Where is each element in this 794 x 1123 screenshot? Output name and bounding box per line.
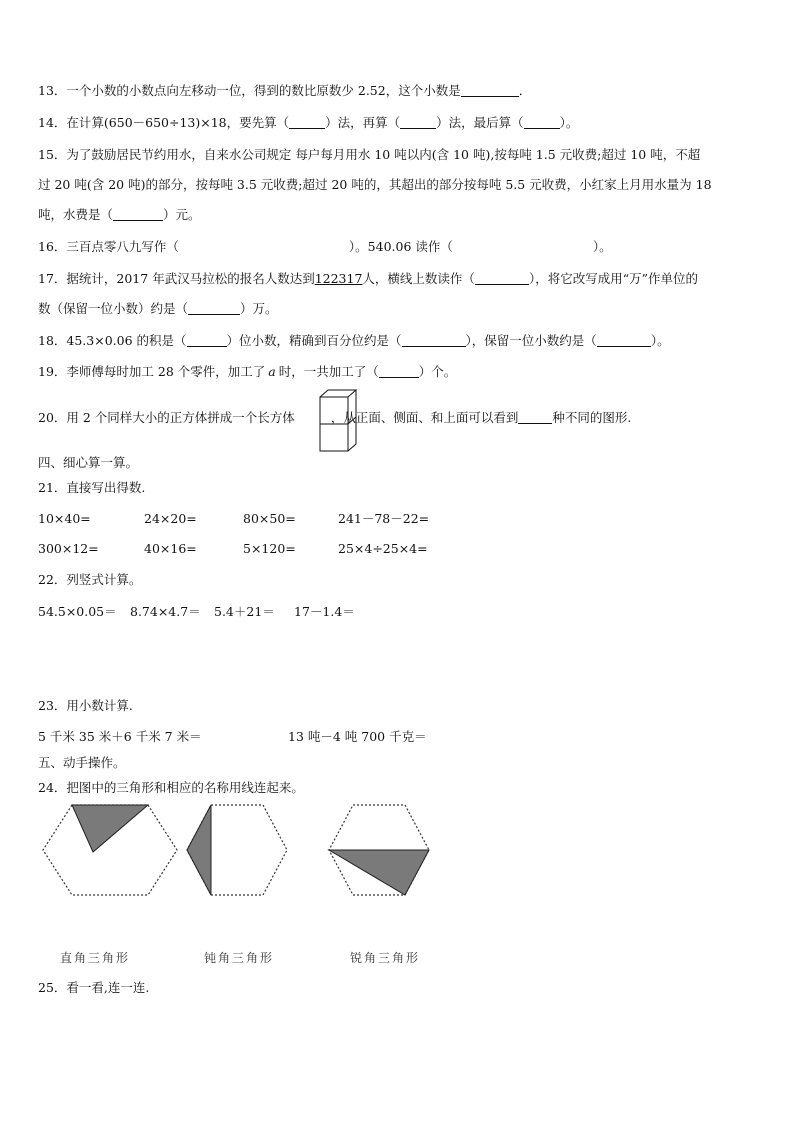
question-22: 22．列竖式计算。 [38,572,142,587]
question-17-line2: 数（保留一位小数）约是（ ）万。 [38,301,278,316]
answer-blank[interactable] [597,334,651,347]
q22-item: 17－1.4＝ [294,604,355,619]
hexagon-figure-3 [326,802,432,898]
shaded-triangle-right [329,850,429,895]
answer-blank[interactable] [113,208,163,221]
section-4-title: 四、细心算一算。 [38,455,139,470]
question-text: 一个小数的小数点向左移动一位，得到的数比原数少 2.52，这个小数是 [66,83,461,98]
question-number: 20． [38,410,67,425]
answer-blank[interactable] [188,302,240,315]
question-number: 19． [38,364,67,379]
answer-blank[interactable] [400,116,436,129]
question-21: 21．直接写出得数. [38,480,146,495]
question-number: 14． [38,115,67,130]
question-number: 18． [38,333,67,348]
q21-item: 25×4÷25×4= [338,541,428,556]
question-number: 13． [38,83,67,98]
label-right-triangle[interactable]: 直角三角形 [60,951,131,965]
q21-item: 241－78－22= [338,511,430,526]
question-16: 16．三百点零八九写作（ ）。540.06 读作（ ）。 [38,239,612,254]
q23-item: 5 千米 35 米＋6 千米 7 米＝ [38,729,202,744]
question-18: 18．45.3×0.06 的积是（ ）位小数，精确到百分位约是（ ），保留一位小数约是（ ）。 [38,333,670,348]
question-25: 25．看一看,连一连. [38,980,150,995]
answer-blank[interactable] [187,334,227,347]
q21-item: 80×50= [243,511,296,526]
answer-blank[interactable] [289,116,325,129]
variable-a: a [268,364,276,379]
label-acute-triangle[interactable]: 锐角三角形 [350,951,421,965]
question-number: 15． [38,147,67,162]
cuboid-icon [319,389,359,453]
question-number: 16． [38,239,67,254]
underlined-number: 122317 [314,271,363,286]
answer-blank[interactable] [518,411,552,424]
hexagon-figure-2 [184,802,290,898]
label-obtuse-triangle[interactable]: 钝角三角形 [204,951,275,965]
answer-blank[interactable] [379,365,419,378]
answer-blank[interactable] [461,84,519,97]
shaded-triangle-acute [72,805,148,852]
q21-item: 5×120= [243,541,296,556]
answer-blank[interactable] [402,334,466,347]
q21-item: 40×16= [144,541,197,556]
q21-item: 300×12= [38,541,99,556]
q22-item: 5.4＋21＝ [214,604,275,619]
question-number: 25． [38,980,67,995]
question-number: 17． [38,271,67,286]
question-number: 22． [38,572,67,587]
question-24: 24．把图中的三角形和相应的名称用线连起来。 [38,780,304,795]
shaded-triangle-obtuse [187,805,211,895]
question-14: 14．在计算(650－650÷13)×18，要先算（ ）法，再算（ ）法，最后算（ ）。 [38,115,579,130]
question-13: 13．一个小数的小数点向左移动一位，得到的数比原数少 2.52，这个小数是 ． [38,83,532,98]
question-15-line3: 吨，水费是（ ）元。 [38,207,201,222]
answer-blank[interactable] [524,116,560,129]
q22-item: 8.74×4.7＝ [130,604,201,619]
q22-item: 54.5×0.05＝ [38,604,117,619]
q21-item: 10×40= [38,511,91,526]
question-20: 20．用 2 个同样大小的正方体拼成一个长方体 ，从正面、侧面、和上面可以看到 种不同的图形. [38,410,632,425]
question-number: 23． [38,698,67,713]
question-17-line1: 17．据统计，2017 年武汉马拉松的报名人数达到122317人，横线上数读作（ ），将它改写成用“万”作单位的 [38,271,698,286]
question-number: 21． [38,480,67,495]
question-19: 19．李师傅每时加工 28 个零件，加工了 a 时，一共加工了（ ）个。 [38,364,457,379]
answer-blank[interactable] [475,272,529,285]
question-number: 24． [38,780,67,795]
hexagon-figure-1 [40,802,180,898]
question-23: 23．用小数计算. [38,698,133,713]
question-15-line2: 过 20 吨(含 20 吨)的部分，按每吨 3.5 元收费;超过 20 吨的，其超出的部分按每吨 5.5 元收费，小红家上月用水量为 18 [38,177,712,192]
q21-item: 24×20= [144,511,197,526]
section-5-title: 五、动手操作。 [38,755,126,770]
q23-item: 13 吨－4 吨 700 千克＝ [288,729,427,744]
question-15-line1: 15．为了鼓励居民节约用水，自来水公司规定 每户每月用水 10 吨以内(含 10 吨),按每吨 1.5 元收费;超过 10 吨，不超 [38,147,701,162]
